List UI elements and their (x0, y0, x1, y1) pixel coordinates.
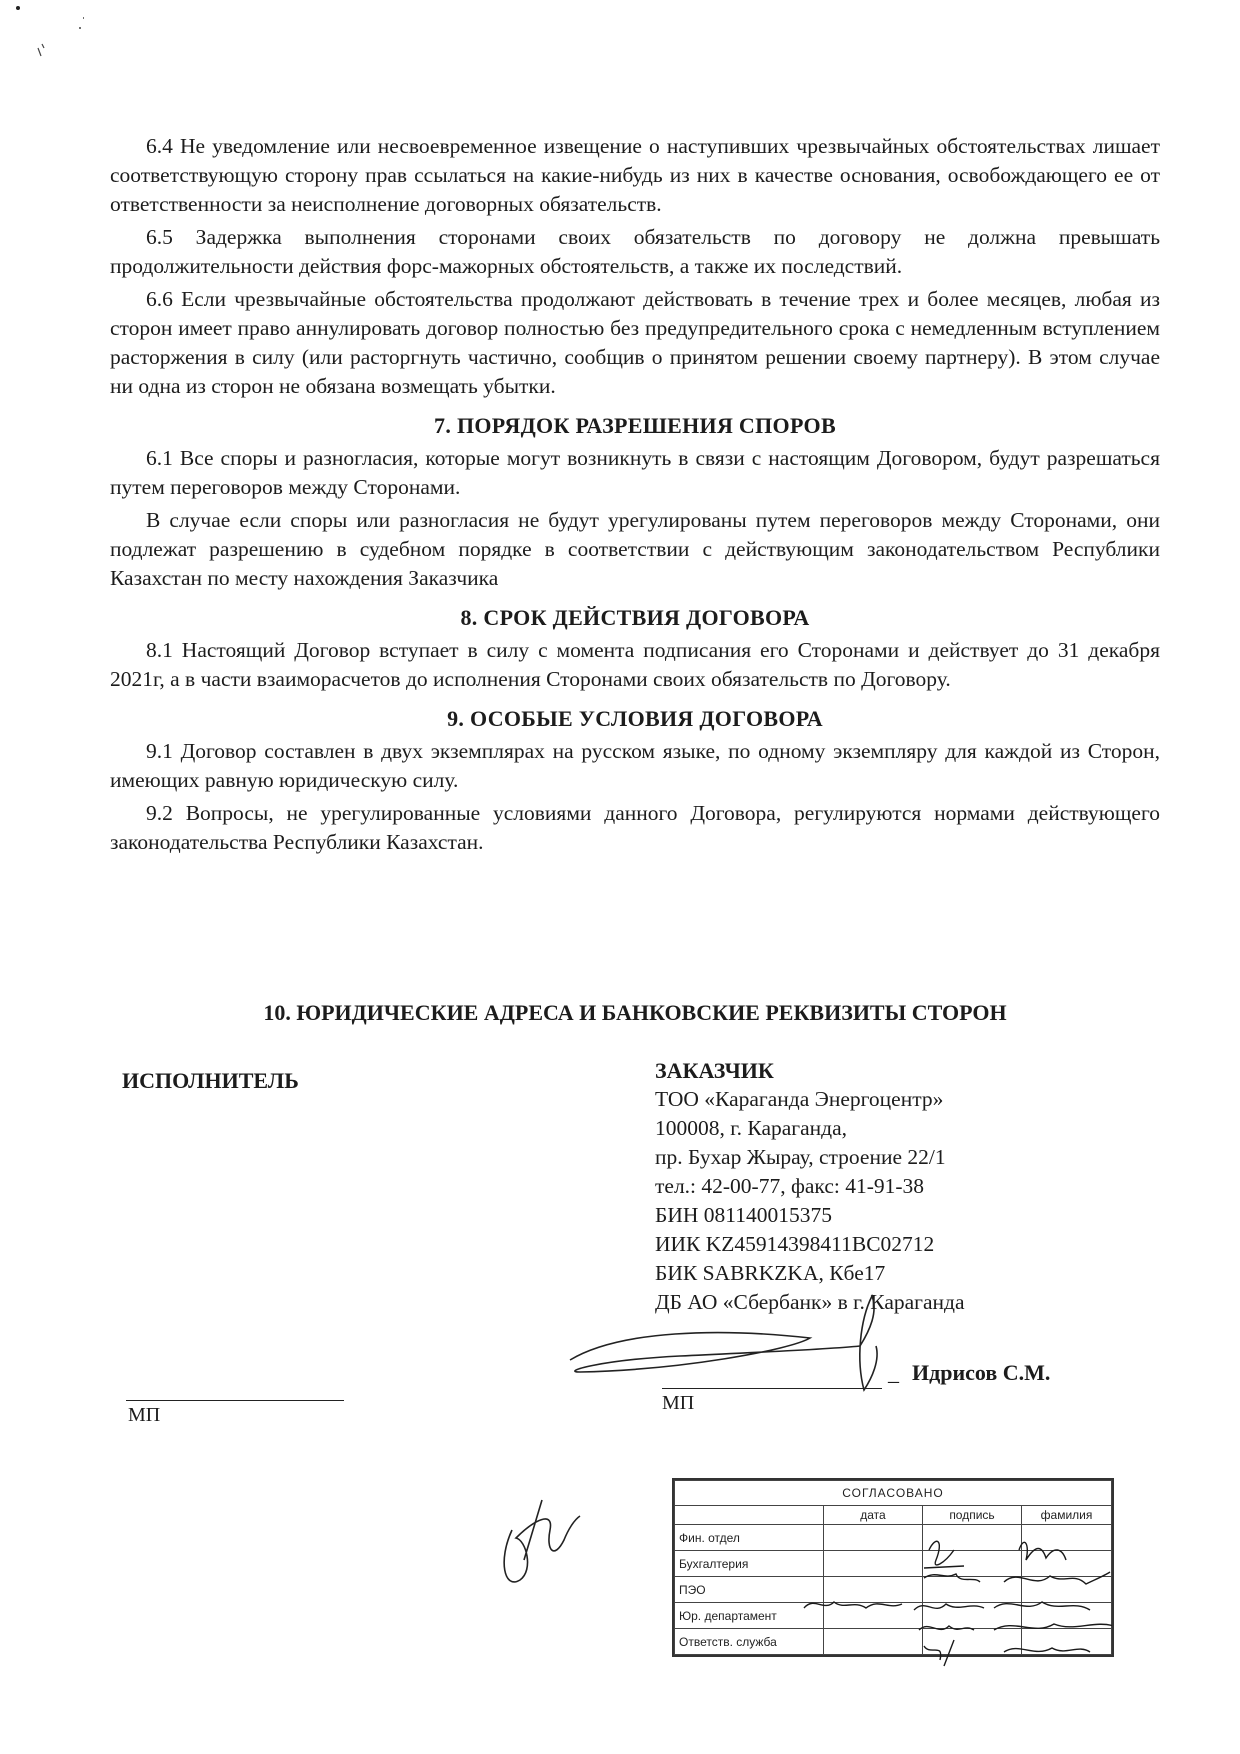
customer-line-postcode: 100008, г. Караганда, (655, 1116, 848, 1140)
approval-row-label: Фин. отдел (675, 1525, 824, 1551)
customer-signature (560, 1290, 900, 1400)
section-title: 8. СРОК ДЕЙСТВИЯ ДОГОВОРА (460, 605, 810, 630)
customer-label: ЗАКАЗЧИК (655, 1058, 774, 1083)
clause-paragraph: 9.1 Договор составлен в двух экземплярах на русском языке, по одному экземпляру для каждой из Сторон, имеющих равную юридическую силу. (110, 739, 1160, 792)
signature-dash: _ (888, 1360, 899, 1385)
clause-paragraph: В случае если споры или разногласия не будут урегулированы путем переговоров между Сторонами, они подлежат разрешению в судебном порядке в соответствии с действующим законодательством Республики Казахстан по месту нахождения Заказчика (110, 508, 1160, 590)
clause-paragraph: 6.1 Все споры и разногласия, которые могут возникнуть в связи с настоящим Договором, будут разрешаться путем переговоров между Сторонами. (110, 446, 1160, 499)
approval-stamp (672, 1478, 1114, 1657)
approval-title: СОГЛАСОВАНО (675, 1481, 1112, 1506)
customer-line-phone: тел.: 42-00-77, факс: 41-91-38 (655, 1174, 925, 1198)
clause-paragraph: 8.1 Настоящий Договор вступает в силу с момента подписания его Сторонами и действует до 31 декабря 2021г, а в части взаиморасчетов до исполнения Сторонами своих обязательств по Договору. (110, 638, 1160, 691)
customer-line-company: ТОО «Караганда Энергоцентр» (655, 1087, 944, 1111)
customer-line-bank: ДБ АО «Сбербанк» в г. Караганда (655, 1290, 965, 1314)
clause-paragraph: 6.5 Задержка выполнения сторонами своих обязательств по договору не должна превышать продолжительности действия форс-мажорных обстоятельств, а также их последствий. (110, 225, 1160, 278)
customer-line-address: пр. Бухар Жырау, строение 22/1 (655, 1145, 946, 1169)
scan-specks (14, 4, 84, 69)
approval-col-surname: фамилия (1022, 1506, 1112, 1525)
executor-stamp-label: МП (128, 1404, 161, 1426)
clause-paragraph: 6.6 Если чрезвычайные обстоятельства продолжают действовать в течение трех и более месяцев, любая из сторон имеет право аннулировать договор полностью без предупредительного срока с немедленным вступлением расторжения в силу (или расторгнуть частично, сообщив о принятом решении своему партнеру). В этом случае ни одна из сторон не обязана возмещать убытки. (110, 287, 1160, 398)
approval-col-date: дата (824, 1506, 923, 1525)
approval-row-label: Юр. департамент (675, 1603, 824, 1629)
customer-stamp-label: МП (662, 1392, 695, 1414)
executor-signature (494, 1490, 594, 1600)
section-title: 7. ПОРЯДОК РАЗРЕШЕНИЯ СПОРОВ (434, 413, 836, 438)
executor-signature-line (126, 1400, 344, 1401)
approval-handwriting (674, 1480, 1112, 1670)
contract-body (110, 132, 1160, 861)
customer-line-iik: ИИК KZ459143984​11BC02712 (655, 1232, 935, 1256)
customer-line-bik: БИК SABRKZKA, Кбе17 (655, 1261, 886, 1285)
executor-label: ИСПОЛНИТЕЛЬ (122, 1068, 299, 1093)
clause-paragraph: 6.4 Не уведомление или несвоевременное извещение о наступивших чрезвычайных обстоятельствах лишает соответствующую сторону прав ссылаться на какие-нибудь из них в качестве основания, освобождающего ее от ответственности за неисполнение договорных обязательств. (110, 134, 1160, 216)
customer-signatory: Идрисов С.М. (912, 1360, 1051, 1385)
approval-row-label: ПЭО (675, 1577, 824, 1603)
clause-paragraph: 9.2 Вопросы, не урегулированные условиями данного Договора, регулируются нормами действующего законодательства Республики Казахстан. (110, 801, 1160, 854)
customer-line-bin: БИН 081140015375 (655, 1203, 832, 1227)
section-10-title: 10. ЮРИДИЧЕСКИЕ АДРЕСА И БАНКОВСКИЕ РЕКВИЗИТЫ СТОРОН (263, 1000, 1007, 1025)
approval-row-label: Ответств. служба (675, 1629, 824, 1655)
approval-col-signature: подпись (923, 1506, 1022, 1525)
customer-details (655, 1056, 1125, 1317)
approval-row-label: Бухгалтерия (675, 1551, 824, 1577)
section-title: 9. ОСОБЫЕ УСЛОВИЯ ДОГОВОРА (447, 706, 823, 731)
